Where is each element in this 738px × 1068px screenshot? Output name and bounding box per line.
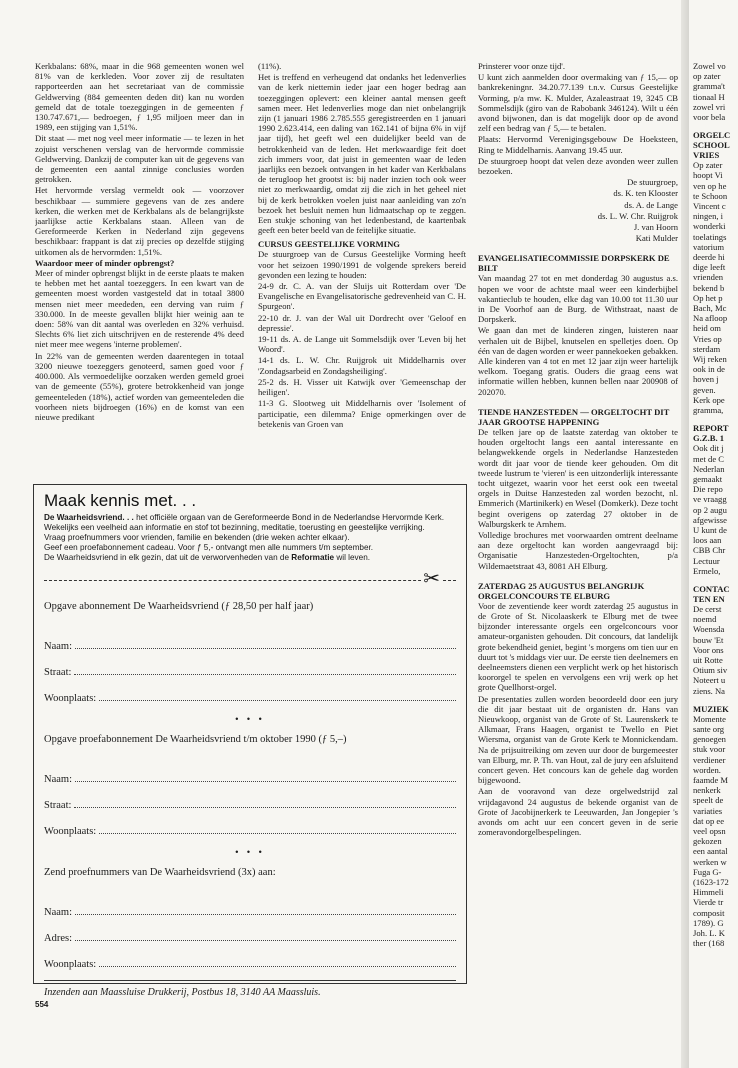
col4-text-line: U kunt de [693,524,727,535]
col4-text-line: Joh. L. K [693,928,725,939]
fill-line[interactable] [75,905,456,915]
fill-line[interactable] [74,665,456,675]
col4-text-line: Otium siv [693,665,728,676]
col2-para: 24-9 dr. C. A. van der Sluijs uit Rotterdam over 'De Evangelische en Evangelisatorische gedrevenheid van C. H. Spurgeon'. [258,281,466,312]
page-number: 554 [35,1000,49,1009]
dashed-line [44,580,456,581]
field-label: Woonplaats: [44,826,97,837]
fill-line[interactable] [99,957,456,967]
coupon-intro-text: het officiële orgaan van de Gereformeerde Bond in de Nederlandse Hervormde Kerk. [133,513,445,522]
col4-block [693,61,738,122]
col4-text-line: Vierde tr [693,897,724,908]
col4-text-line: dat op ee [693,815,725,826]
col4-text-line: gramma, [693,405,724,416]
coupon-intro-line: Wekelijks een veelheid aan informatie en stof tot bezinning, meditatie, toerusting en geestelijke verrijking. [44,523,425,532]
section-title: Opgave proefabonnement De Waarheidsvriend t/m oktober 1990 (ƒ 5,–) [44,734,347,745]
coupon-intro-line [44,553,456,563]
address-field[interactable] [44,918,456,944]
col3-para: De telken jare op de laatste zaterdag van oktober te houden orgeltocht langs een aantal interessante en belangwekkende orgels in Nederlandse Hanzesteden wordt dit jaar voor de tiende keer gehouden. Om dit tweede lustrum te 'vieren' is een uitzonderlijk interessante tocht uitgezet, waarin voor het eerst ook een tweetal orgels in Duitse Hanzesteden zal worden bezocht, nl. Emmerich (Martinikerk) en Wesel (Domkerk). Deze tocht begint overigens op zaterdag 27 oktober in de Walburgskerk te Arnhem. [478,426,678,529]
col4-text-line: Vincent c [693,201,726,212]
col4-text-line: afgewisse [693,514,727,525]
col3-para: Van maandag 27 tot en met donderdag 30 augustus a.s. hopen we voor de achtste maal weer een kinderbijbel vakantieclub te houden, elke dag van 10.00 tot 11.30 uur in De Voorhof aan de Burg. de Withstraat, naast de Dorpskerk. [478,273,678,325]
col4-text-line: Fuga G- [693,866,722,877]
separator-dots: • • • [235,847,265,857]
col1-para: In 22% van de gemeenten werden daarentegen in totaal 3200 nieuwe toezeggers genoteerd, samen goed voor ƒ 400.000. Als vermoedelijke oorzaken werden gemeld groei van de gemeente (55%), grotere betrokkenheid van jonge gemeenteleden (18%), actief worden van gemeenteleden die voorheen niets bijdroegen (16%) en de komst van een nieuwe predikant [35,350,244,422]
field-label: Straat: [44,667,72,678]
subscription-coupon [33,484,467,998]
col4-text-line: 1789). G [693,917,724,928]
page-gutter [681,0,689,1068]
col4-text-line: hoven j [693,374,719,385]
col4-text-line: te Schoon [693,190,728,201]
name-field[interactable] [44,892,456,918]
street-field[interactable] [44,785,456,811]
col4-text-line: Op het p [693,292,723,303]
col4-text-line: Bach, Mc [693,303,727,314]
col4-heading [693,423,738,443]
col4-text-line: een aantal [693,846,728,857]
signature-line: ds. K. ten Klooster [613,188,678,199]
coupon-title: Maak kennis met. . . [44,491,197,510]
col4-text-line: verdiener [693,754,726,765]
field-label: Naam: [44,907,72,918]
col3-para: Plaats: Hervormd Verenigingsgebouw De Hoeksteen, Ring te Middelharnis. Aanvang 19.45 uur. [478,134,678,155]
col4-text-line: zowel vri [693,101,726,112]
col1-para: Het hervormde verslag vermeldt ook — voorzover beschikbaar — summiere gegevens van de zes andere kerken, die werken met de Kerkbalans als de belangrijkste jaarlijkse actie Kerkbalans staan. Alleen van de Gereformeerde Kerken in Nederland zijn gegevens beschikbaar: frappant is dat zij precies op dezelfde stijging uitkomen als de hervormden: 1,51%. [35,185,244,257]
col4-text-line: vatorium [693,241,725,252]
col4-text-line: ther (168 [693,938,725,949]
col4-text-line: veel opsn [693,826,726,836]
col4-text-line: (1623-172 [693,877,729,888]
col4-text-line: ve vraagg [693,494,727,505]
col4-text-line: Vries op [693,333,722,344]
fill-line[interactable] [75,639,456,649]
col4-text-line: Ermelo, [693,565,721,576]
col4-text-line: Wij reken [693,354,727,365]
col4-text-line: toelatings [693,231,727,242]
col4-block [693,443,738,576]
street-field[interactable] [44,652,456,678]
col4-text-line: CBB Chr [693,545,726,556]
col3-heading: EVANGELISATIECOMMISSIE DORPSKERK DE BILT [478,253,670,274]
section-title: Zend proefnummers van De Waarheidsvriend (3x) aan: [44,867,276,878]
section-title: Opgave abonnement De Waarheidsvriend (ƒ 28,50 per half jaar) [44,601,314,612]
col4-text-line: gramma't [693,81,726,92]
separator-dots: • • • [235,714,265,724]
field-label: Naam: [44,774,72,785]
col4-heading [693,584,738,604]
col4-text-line: Himmeli [693,887,724,898]
col4-text-line: Kerk ope [693,394,725,405]
signature-line: ds. A. de Lange [624,199,678,210]
col2-para: 14-1 ds. L. W. Chr. Ruijgrok uit Middelharnis over 'Zondagsarbeid en Zondagsheiliging'. [258,355,466,376]
col4-text-line: Zowel vo [693,61,726,71]
col4-text-line: bekend b [693,282,725,293]
column-3 [478,61,678,986]
col4-heading-line: VRIES [693,150,720,161]
fill-line[interactable] [75,772,456,782]
col1-para: Kerkbalans: 68%, maar in die 968 gemeenten wonen wel 81% van de kerkleden. Voor zover zij de resultaten rapporteerden aan het secretariaat van de commissie Geldwerving (884 gemeenten deden dit) kan nu worden gemeld dat de totale toezeggingen in de gemeenten ƒ 130.747.671,— bedroegen, ƒ 1,95 miljoen meer dan in 1989, een stijging van 1,51%. [35,61,244,133]
col4-heading [693,130,738,160]
signature-line: De stuurgroep, [627,177,678,188]
fill-line[interactable] [74,798,456,808]
col4-heading-line: SCHOOL [693,140,730,151]
name-field[interactable] [44,759,456,785]
signature-line: J. van Hoorn [633,222,678,233]
col4-text-line: sante org [693,723,725,734]
col4-text-line: op zater [693,71,721,82]
field-label: Adres: [44,933,72,944]
col4-text-line: dige leeft [693,262,726,273]
coupon-intro-line: Geef een proefabonnement cadeau. Voor ƒ 5,- ontvangt men alle nummers t/m september. [44,543,374,552]
col4-text-line: op 2 augu [693,504,727,515]
col4-heading-line: MUZIEK [693,703,729,714]
subscription-section [44,601,456,704]
city-field[interactable] [44,811,456,837]
col4-text-line: voor bela [693,112,726,123]
col3-para: We gaan dan met de kinderen zingen, luisteren naar verhalen uit de Bijbel, knutselen en spelletjes doen. Op één van de dagen worden er weer pannekoeken gebakken. Alle kinderen van 4 tot en met 12 jaar zijn weer hartelijk welkom. Toegang gratis. Ouders die graag eens wat informatie willen hebben, kunnen bellen naar 200908 of 202070. [478,325,678,397]
col1-subheading: Waardoor meer of minder opbrengst? [35,257,175,268]
signature-line: ds. L. W. Chr. Ruijgrok [597,210,678,221]
col4-text-line: ziens. Na [693,685,725,696]
col4-text-line: werken w [693,856,727,867]
col4-text-line: speelt de [693,795,724,806]
column-1 [35,61,244,481]
col2-heading: CURSUS GEESTELIJKE VORMING [258,239,400,250]
field-label: Straat: [44,800,72,811]
scissors-icon: ✂ [423,568,440,590]
col4-text-line: Noteert u [693,675,726,686]
field-label: Woonplaats: [44,693,97,704]
signature-line: Kati Mulder [635,233,678,244]
col4-text-line: met de C [693,453,725,464]
col2-para: Het is treffend en verheugend dat ondanks het ledenverlies van de kerk niettemin ieder jaar een hoger bedrag aan toezeggingen oplevert: een kleiner aantal mensen geeft samen meer. Het ledenverlies moge dan niet onbelangrijk zijn (1 januari 1986 2.785.555 geregistreerden en 1 januari 1990 2.623.414, een daling van 162.141 of bijna 6% in vijf jaar tijd), het geeft wel een duidelijker beeld van de betrokkenheid van de leden. Het merkwaardige feit doet zich immers voor, dat juist in gemeenten waar de leden jaarlijks een bezoek ontvangen in het kader van Kerkbalans de terugloop het grootst is: bij nader inzien toch ook weer niet zo merkwaardig, omdat zij die zich in het geheel niet bij de kerk betrokken voelen juist naar aanleiding van zo'n bezoek het besluit nemen hun lidmaatschap op te zeggen. Een stukje schoning van het ledenbestand, de kaartenbak geeft een beter beeld van de feitelijke situatie. [258,72,466,236]
column-4-cropped [693,61,738,986]
field-label: Naam: [44,641,72,652]
fill-line[interactable] [99,691,456,701]
col4-text-line: loos aan [693,535,722,546]
col4-text-line: Nederlan [693,463,725,474]
col4-text-line: genoegen [693,734,726,745]
col4-text-line: sterdam [693,343,721,354]
coupon-footer: Inzenden aan Maassluise Drukkerij, Postbus 18, 3140 AA Maassluis. [44,980,456,998]
col4-text-line: Ook dit j [693,443,724,454]
col4-text-line: wonderki [693,221,726,232]
city-field[interactable] [44,678,456,704]
col4-text-line: faamde M [693,774,729,785]
col2-para: 25-2 ds. H. Visser uit Katwijk over 'Gemeenschap der heiligen'. [258,376,466,398]
col4-text-line: De cerst [693,603,722,614]
col3-para: U kunt zich aanmelden door overmaking van ƒ 15,— op bankrekeningnr. 34.20.77.139 t.n.v. Cursus Geestelijke Vorming, p/a mw. K. Mulder, Azaleastraat 19, 3245 CB Sommelsdijk (giro van de Rabobank 346124). Wilt u één avond bijwonen, dan is dat mogelijk door op de avond zelf een bedrag van ƒ 5,— te betalen. [478,72,678,134]
col4-text-line: vrienden [693,272,724,283]
col2-para: (11%). [258,61,282,71]
col2-para: 11-3 G. Slootweg uit Middelharnis over 'Isolement of participatie, een dilemma? Enige opmerkingen over de betekenis van Groen van [258,398,466,429]
col4-text-line: Woensda [693,624,725,635]
col4-text-line: noemd [693,614,717,625]
col2-para: 22-10 dr. J. van der Wal uit Dordrecht over 'Geloof en depressie'. [258,312,466,333]
coupon-intro-bold: Reformatie [291,553,335,562]
col4-text-line: deerde hi [693,252,725,263]
col4-heading-line: ORGELC [693,130,731,141]
col2-para: 19-11 ds. A. de Lange uit Sommelsdijk over 'Leven bij het Woord'. [258,334,466,355]
col4-text-line: variaties [693,805,723,816]
col4-text-line: tionaal H [693,91,725,102]
col4-heading-line: REPORT [693,423,729,434]
col3-para: Voor de zeventiende keer wordt zaterdag 25 augustus in de Grote of St. Nicolaaskerk te Elburg met de twee bijzonder interessante orgels een orgelconcours voor amateur-organisten gehouden. Dit concours, dat landelijk grote bekendheid geniet, begint 's morgens om tien uur en duurt tot 's middags vier uur. De eerste tien deelnemers en deelneemsters dienen een verplicht werk op het historisch koororgel te spelen en vervolgens een vrij werk op het grote Quellhorst-orgel. [478,600,678,693]
col4-block [693,160,738,415]
city-field[interactable] [44,944,456,970]
col4-heading-line: TEN EN [693,593,725,604]
col4-text-line: uit Rotte [693,654,723,665]
col4-text-line: gemaakt [693,473,723,484]
col4-text-line: geven. [693,384,716,395]
fill-line[interactable] [75,931,456,941]
col4-heading-line: CONTAC [693,583,730,594]
col4-text-line: stuk voor [693,744,726,755]
col4-text-line: Lectuur [693,555,720,566]
coupon-intro-line: Vraag proefnummers voor vrienden, familie en bekenden (drie weken achter elkaar). [44,533,350,542]
col4-text-line: composit [693,907,725,918]
col4-text-line: ningen, i [693,211,724,222]
col3-para: De stuurgroep hoopt dat velen deze avonden weer zullen bezoeken. [478,155,678,177]
coupon-intro-text: De Waarheidsvriend in elk gezin, dat uit de verworvenheden van de [44,553,292,562]
col4-text-line: ven op he [693,180,727,191]
name-field[interactable] [44,626,456,652]
col4-text-line: Voor ons [693,644,724,655]
trial-subscription-section [44,734,456,837]
col4-text-line: worden. [693,764,721,775]
sample-issues-section [44,867,456,970]
col4-text-line: gekozen [693,836,722,847]
col3-para: Volledige brochures met voorwaarden omtrent deelname aan deze orgeltocht kan worden aangevraagd bij: Organisatie Hanzesteden-Orgeltochten, p/a Wildemaetstraat 43, 8081 AH Elburg. [478,529,678,571]
col4-text-line: hoopt Vi [693,170,723,181]
col4-text-line: Na afloop [693,313,728,324]
col1-para: Meer of minder opbrengst blijkt in de eerste plaats te maken te hebben met het aantal toezeggers. In een kwart van de gemeenten moest worden vastgesteld dat in totaal 3800 mensen niet meer meededen, een derving van ruim ƒ 330.000. In de meeste gevallen blijkt hier weinig aan te doen: 58% van dit aantal was overleden en 32% verhuisd. Slechts 6% liet zich uitschrijven en de resterende 4% deed niet meer mee wegens 'interne problemen'. [35,268,244,350]
col4-text-line: ook in de [693,364,725,375]
col3-para: De presentaties zullen worden beoordeeld door een jury die dit jaar bestaat uit de organisten dr. Hans van Nieuwkoop, organist van de Grote of St. Laurenskerk te Alkmaar, Frans Haagen, organist te Twello en Piet Wiersma, organist van de Grote Kerk te Monnickendam. Na de prijsuitreiking om zeven uur door de burgemeester van Elburg, mr. P. Th. van Hout, zal de jury een afsluitend concert geven. Het concours kan de gehele dag worden bijgewoond. [478,693,678,786]
col4-text-line: Die repo [693,484,723,495]
col4-text-line: Momente [693,713,726,724]
col4-block [693,714,738,949]
col3-para: Aan de vooravond van deze orgelwedstrijd zal vrijdagavond 24 augustus de bekende organist van de Grote of Jacobijnerkerk te Leeuwarden, Jan Jongepier 's avonds om acht uur een concert geven in de serie zomeravondorgelbespelingen. [478,786,678,838]
col4-text-line: Op zater [693,160,723,171]
col4-text-line: bouw 'Et [693,634,724,645]
col4-heading [693,704,738,714]
col1-para: Dit staat — met nog veel meer informatie — te lezen in het zojuist verschenen verslag van de hervormde commissie Geldwerving. Dankzij de computer kan uit de gegevens van de gemeenten een aantal zinnige conclusies worden getrokken. [35,133,244,185]
col4-text-line: nenkerk [693,785,721,796]
coupon-intro [44,513,456,523]
col3-heading: TIENDE HANZESTEDEN — ORGELTOCHT DIT JAAR GROOTSE HAPPENING [478,406,670,427]
coupon-intro-text: wil leven. [334,553,371,562]
col3-para: Prinsterer voor onze tijd'. [478,61,565,71]
field-label: Woonplaats: [44,959,97,970]
col3-heading: ZATERDAG 25 AUGUSTUS BELANGRIJK ORGELCONCOURS TE ELBURG [478,580,645,601]
column-2 [258,61,466,481]
col4-text-line: heid om [693,323,721,334]
col4-block [693,604,738,696]
coupon-intro-bold: De Waarheidsvriend. . . [44,513,134,522]
col4-heading-line: G.Z.B. 1 [693,433,725,444]
col2-para: De stuurgroep van de Cursus Geestelijke Vorming heeft voor het seizoen 1990/1991 de volgende sprekers bereid gevonden een lezing te houden: [258,249,466,280]
fill-line[interactable] [99,824,456,834]
cut-line [44,567,456,591]
